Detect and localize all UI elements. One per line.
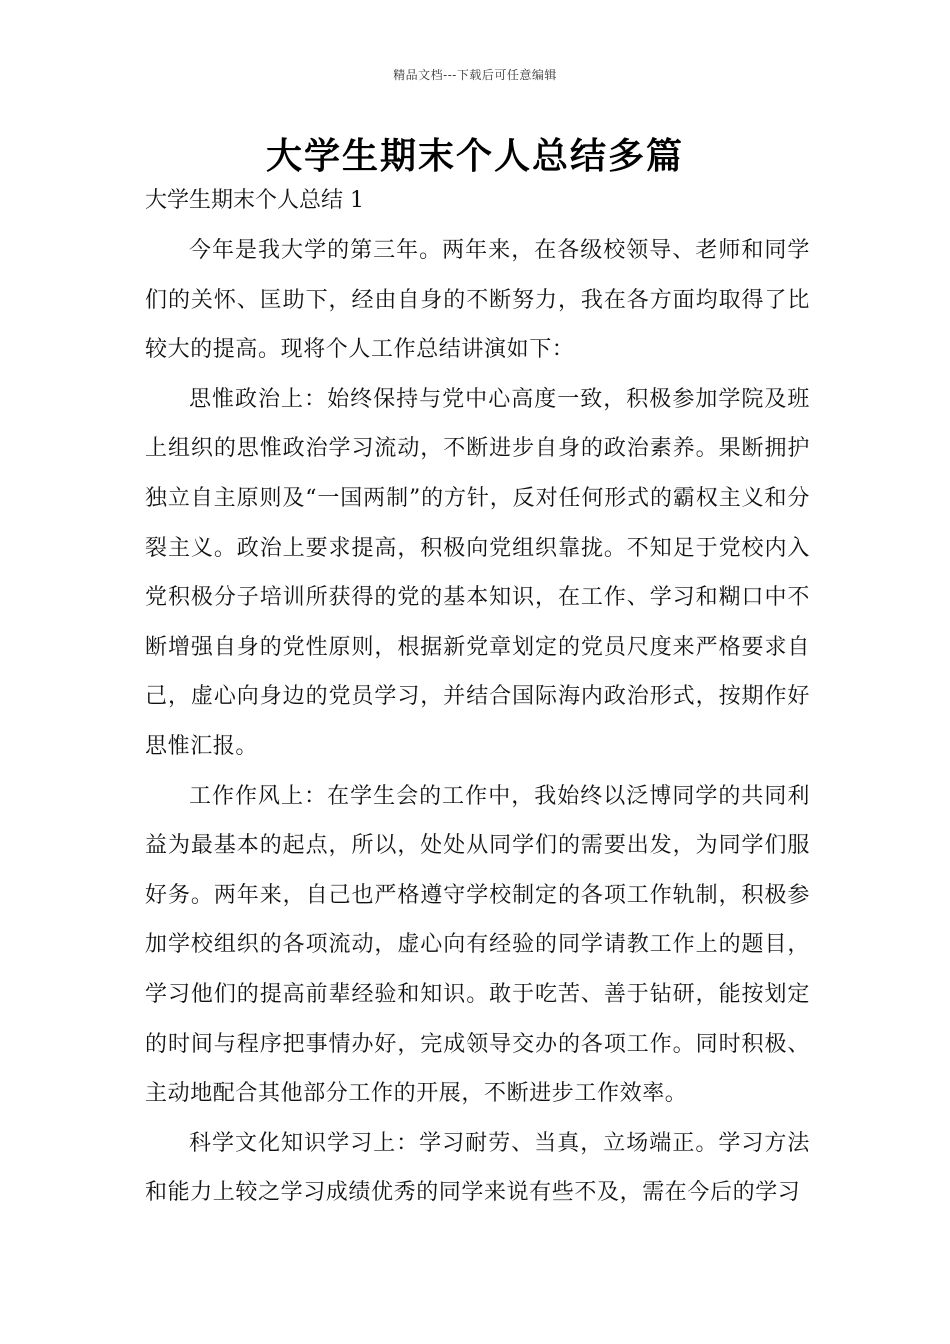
header-note: 精品文档---下载后可任意编辑 [393,68,557,82]
paragraph-study: 科学文化知识学习上：学习耐劳、当真，立场端正。学习方法和能力上较之学习成绩优秀的同学来说有些不及，需在今后的学习 [145,1130,810,1206]
document-body [145,184,810,1218]
paragraph-work-style: 工作作风上：在学生会的工作中，我始终以泛博同学的共同利益为最基本的起点，所以，处处从同学们的需要出发，为同学们服好务。两年来，自己也严格遵守学校制定的各项工作轨制，积极参加学校组织的各项流动，虚心向有经验的同学请教工作上的题目，学习他们的提高前辈经验和知识。敢于吃苦、善于钻研，能按划定的时间与程序把事情办好，完成领导交办的各项工作。同时积极、主动地配合其他部分工作的开展，不断进步工作效率。 [145,783,810,1107]
document-title: 大学生期末个人总结多篇 [265,135,684,177]
section-heading: 大学生期末个人总结 1 [145,188,364,213]
paragraph-politics: 思惟政治上：始终保持与党中心高度一致，积极参加学院及班上组织的思惟政治学习流动，不断进步自身的政治素养。果断拥护独立自主原则及“一国两制”的方针，反对任何形式的霸权主义和分裂主义。政治上要求提高，积极向党组织靠拢。不知足于党校内入党积极分子培训所获得的党的基本知识，在工作、学习和糊口中不断增强自身的党性原则，根据新党章划定的党员尺度来严格要求自己，虚心向身边的党员学习，并结合国际海内政治形式，按期作好思惟汇报。 [145,386,810,759]
paragraph-intro: 今年是我大学的第三年。两年来，在各级校领导、老师和同学们的关怀、匡助下，经由自身的不断努力，我在各方面均取得了比较大的提高。现将个人工作总结讲演如下： [145,238,810,363]
